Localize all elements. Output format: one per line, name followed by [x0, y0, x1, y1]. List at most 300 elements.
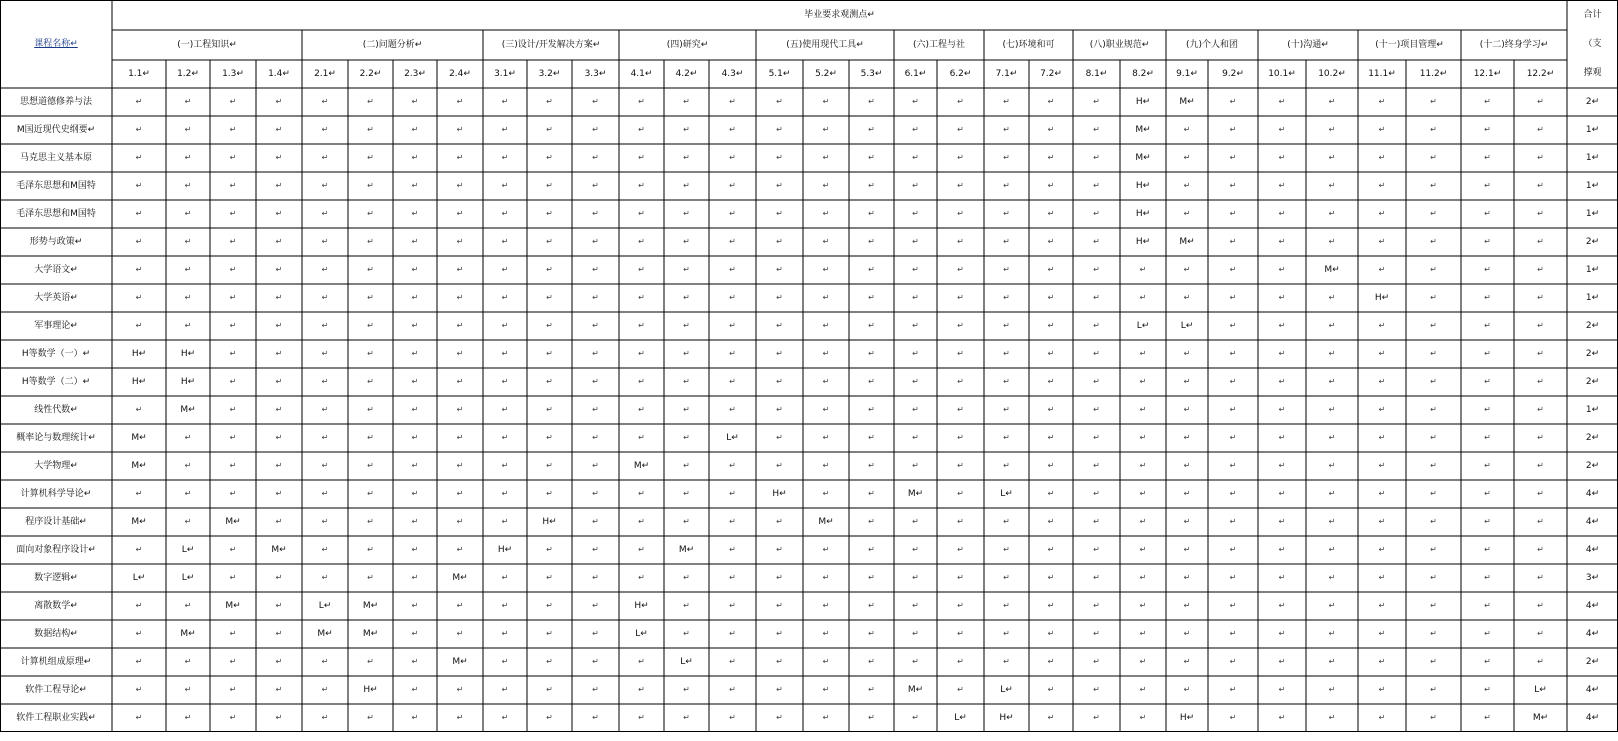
empty-cell-mark: ↵ [776, 237, 783, 246]
row-total: 1↵ [1585, 181, 1600, 191]
empty-cell-mark: ↵ [1484, 209, 1491, 218]
empty-cell-mark: ↵ [321, 265, 329, 274]
empty-cell-mark: ↵ [1378, 153, 1386, 162]
empty-cell-mark: ↵ [912, 153, 919, 162]
empty-cell-mark: ↵ [1430, 209, 1437, 218]
empty-cell-mark: ↵ [822, 657, 830, 666]
empty-cell-mark: ↵ [592, 713, 599, 722]
empty-cell-mark: ↵ [135, 545, 143, 554]
empty-cell-mark: ↵ [776, 209, 783, 218]
empty-cell-mark: ↵ [776, 517, 783, 526]
empty-cell-mark: ↵ [229, 237, 237, 246]
empty-cell-mark: ↵ [1430, 405, 1437, 414]
empty-cell-mark: ↵ [1229, 293, 1237, 302]
empty-cell-mark: ↵ [1537, 209, 1544, 218]
empty-cell-mark: ↵ [1278, 125, 1286, 134]
empty-cell-mark: ↵ [1484, 321, 1491, 330]
empty-cell-mark: ↵ [184, 601, 192, 610]
empty-cell-mark: ↵ [1003, 181, 1010, 190]
empty-cell-mark: ↵ [1278, 153, 1286, 162]
empty-cell-mark: ↵ [683, 209, 690, 218]
corner-header: 课程名称↵ [34, 39, 78, 49]
empty-cell-mark: ↵ [1430, 461, 1437, 470]
empty-cell-mark: ↵ [638, 713, 645, 722]
empty-cell-mark: ↵ [229, 685, 237, 694]
empty-cell-mark: ↵ [912, 321, 919, 330]
support-level-mark: H↵ [131, 349, 147, 359]
empty-cell-mark: ↵ [229, 573, 237, 582]
empty-cell-mark: ↵ [229, 153, 237, 162]
empty-cell-mark: ↵ [275, 181, 283, 190]
empty-cell-mark: ↵ [1484, 97, 1491, 106]
empty-cell-mark: ↵ [229, 377, 237, 386]
group-header: (三)设计/开发解决方案↵ [501, 40, 601, 50]
support-level-mark: M↵ [362, 601, 379, 611]
empty-cell-mark: ↵ [912, 657, 919, 666]
empty-cell-mark: ↵ [367, 265, 374, 274]
support-level-mark: L↵ [181, 573, 195, 583]
empty-cell-mark: ↵ [1183, 405, 1191, 414]
support-level-mark: M↵ [452, 573, 468, 583]
empty-cell-mark: ↵ [501, 377, 509, 386]
empty-cell-mark: ↵ [1537, 601, 1544, 610]
support-level-mark: H↵ [497, 545, 513, 555]
empty-cell-mark: ↵ [912, 629, 919, 638]
empty-cell-mark: ↵ [321, 153, 329, 162]
empty-cell-mark: ↵ [367, 405, 374, 414]
empty-cell-mark: ↵ [1484, 489, 1491, 498]
support-level-mark: M↵ [1179, 237, 1195, 247]
empty-cell-mark: ↵ [501, 209, 509, 218]
empty-cell-mark: ↵ [1484, 601, 1491, 610]
empty-cell-mark: ↵ [184, 209, 192, 218]
empty-cell-mark: ↵ [1278, 377, 1286, 386]
empty-cell-mark: ↵ [321, 293, 329, 302]
empty-cell-mark: ↵ [229, 629, 237, 638]
empty-cell-mark: ↵ [1229, 265, 1237, 274]
empty-cell-mark: ↵ [638, 237, 645, 246]
empty-cell-mark: ↵ [367, 97, 374, 106]
empty-cell-mark: ↵ [912, 461, 919, 470]
empty-cell-mark: ↵ [1430, 125, 1437, 134]
empty-cell-mark: ↵ [1003, 517, 1010, 526]
empty-cell-mark: ↵ [546, 293, 553, 302]
empty-cell-mark: ↵ [638, 349, 645, 358]
empty-cell-mark: ↵ [638, 545, 645, 554]
empty-cell-mark: ↵ [1139, 685, 1147, 694]
empty-cell-mark: ↵ [1003, 601, 1010, 610]
empty-cell-mark: ↵ [957, 461, 964, 470]
empty-cell-mark: ↵ [638, 97, 645, 106]
empty-cell-mark: ↵ [1093, 433, 1100, 442]
empty-cell-mark: ↵ [321, 657, 329, 666]
empty-cell-mark: ↵ [822, 153, 830, 162]
group-header: (八)职业规范↵ [1089, 40, 1150, 50]
course-name: M国近现代史纲要↵ [16, 125, 96, 135]
empty-cell-mark: ↵ [1093, 321, 1100, 330]
empty-cell-mark: ↵ [1430, 601, 1437, 610]
empty-cell-mark: ↵ [1003, 125, 1010, 134]
empty-cell-mark: ↵ [184, 713, 192, 722]
sub-header: 8.1↵ [1085, 69, 1108, 79]
empty-cell-mark: ↵ [546, 573, 553, 582]
empty-cell-mark: ↵ [1278, 601, 1286, 610]
empty-cell-mark: ↵ [411, 461, 419, 470]
support-level-mark: M↵ [131, 433, 147, 443]
course-name: 思想道德修养与法 [19, 97, 92, 107]
empty-cell-mark: ↵ [1378, 573, 1386, 582]
empty-cell-mark: ↵ [683, 405, 690, 414]
empty-cell-mark: ↵ [1047, 433, 1055, 442]
empty-cell-mark: ↵ [229, 181, 237, 190]
empty-cell-mark: ↵ [683, 349, 690, 358]
empty-cell-mark: ↵ [275, 489, 283, 498]
empty-cell-mark: ↵ [456, 237, 464, 246]
support-level-mark: L↵ [1000, 489, 1013, 499]
empty-cell-mark: ↵ [546, 629, 553, 638]
empty-cell-mark: ↵ [912, 265, 919, 274]
empty-cell-mark: ↵ [638, 125, 645, 134]
empty-cell-mark: ↵ [822, 293, 830, 302]
empty-cell-mark: ↵ [592, 433, 599, 442]
empty-cell-mark: ↵ [638, 573, 645, 582]
empty-cell-mark: ↵ [822, 181, 830, 190]
empty-cell-mark: ↵ [1430, 377, 1437, 386]
empty-cell-mark: ↵ [1378, 461, 1386, 470]
empty-cell-mark: ↵ [638, 517, 645, 526]
empty-cell-mark: ↵ [275, 405, 283, 414]
empty-cell-mark: ↵ [822, 685, 830, 694]
empty-cell-mark: ↵ [1003, 97, 1010, 106]
empty-cell-mark: ↵ [1328, 349, 1336, 358]
empty-cell-mark: ↵ [1093, 685, 1100, 694]
empty-cell-mark: ↵ [501, 601, 509, 610]
empty-cell-mark: ↵ [868, 237, 875, 246]
empty-cell-mark: ↵ [1378, 97, 1386, 106]
support-level-mark: H↵ [1135, 209, 1151, 219]
group-header: (五)使用现代工具↵ [786, 40, 864, 50]
empty-cell-mark: ↵ [411, 685, 419, 694]
group-header: (七)环境和可 [1002, 40, 1055, 50]
empty-cell-mark: ↵ [1183, 573, 1191, 582]
empty-cell-mark: ↵ [1047, 321, 1055, 330]
empty-cell-mark: ↵ [275, 321, 283, 330]
empty-cell-mark: ↵ [229, 433, 237, 442]
empty-cell-mark: ↵ [1047, 657, 1055, 666]
empty-cell-mark: ↵ [135, 685, 143, 694]
sub-header: 12.2↵ [1526, 69, 1555, 79]
group-header: (十)沟通↵ [1287, 40, 1329, 50]
empty-cell-mark: ↵ [1139, 629, 1147, 638]
empty-cell-mark: ↵ [546, 181, 553, 190]
empty-cell-mark: ↵ [1278, 461, 1286, 470]
sub-header: 7.2↵ [1040, 69, 1062, 79]
empty-cell-mark: ↵ [1093, 377, 1100, 386]
empty-cell-mark: ↵ [592, 657, 599, 666]
empty-cell-mark: ↵ [868, 153, 875, 162]
empty-cell-mark: ↵ [1278, 517, 1286, 526]
empty-cell-mark: ↵ [868, 321, 875, 330]
support-level-mark: M↵ [271, 545, 287, 555]
empty-cell-mark: ↵ [1378, 237, 1386, 246]
empty-cell-mark: ↵ [501, 97, 509, 106]
empty-cell-mark: ↵ [592, 293, 599, 302]
empty-cell-mark: ↵ [868, 125, 875, 134]
empty-cell-mark: ↵ [868, 461, 875, 470]
group-header: (四)研究↵ [666, 40, 709, 50]
support-level-mark: H↵ [772, 489, 787, 499]
empty-cell-mark: ↵ [868, 181, 875, 190]
course-name: 数据结构↵ [34, 629, 78, 639]
empty-cell-mark: ↵ [1139, 461, 1147, 470]
empty-cell-mark: ↵ [868, 377, 875, 386]
empty-cell-mark: ↵ [546, 461, 553, 470]
empty-cell-mark: ↵ [1003, 433, 1010, 442]
support-level-mark: H↵ [1179, 713, 1195, 723]
empty-cell-mark: ↵ [1378, 601, 1386, 610]
empty-cell-mark: ↵ [1484, 517, 1491, 526]
empty-cell-mark: ↵ [592, 265, 599, 274]
empty-cell-mark: ↵ [729, 489, 736, 498]
empty-cell-mark: ↵ [868, 629, 875, 638]
empty-cell-mark: ↵ [592, 601, 599, 610]
empty-cell-mark: ↵ [546, 97, 553, 106]
support-level-mark: M↵ [452, 657, 468, 667]
empty-cell-mark: ↵ [411, 629, 419, 638]
empty-cell-mark: ↵ [1003, 321, 1010, 330]
empty-cell-mark: ↵ [184, 237, 192, 246]
empty-cell-mark: ↵ [868, 657, 875, 666]
empty-cell-mark: ↵ [1229, 601, 1237, 610]
course-name: 面向对象程序设计↵ [16, 545, 96, 555]
empty-cell-mark: ↵ [184, 461, 192, 470]
empty-cell-mark: ↵ [411, 321, 419, 330]
empty-cell-mark: ↵ [1378, 349, 1386, 358]
empty-cell-mark: ↵ [1003, 237, 1010, 246]
row-total: 2↵ [1585, 321, 1600, 331]
empty-cell-mark: ↵ [321, 125, 329, 134]
support-level-mark: H↵ [363, 685, 378, 695]
empty-cell-mark: ↵ [638, 293, 645, 302]
empty-cell-mark: ↵ [1328, 601, 1336, 610]
empty-cell-mark: ↵ [1047, 153, 1055, 162]
empty-cell-mark: ↵ [546, 713, 553, 722]
empty-cell-mark: ↵ [1093, 265, 1100, 274]
empty-cell-mark: ↵ [1328, 489, 1336, 498]
empty-cell-mark: ↵ [501, 461, 509, 470]
row-total: 1↵ [1585, 209, 1600, 219]
empty-cell-mark: ↵ [1047, 685, 1055, 694]
empty-cell-mark: ↵ [592, 685, 599, 694]
row-total: 4↵ [1585, 629, 1600, 639]
empty-cell-mark: ↵ [776, 293, 783, 302]
empty-cell-mark: ↵ [275, 153, 283, 162]
empty-cell-mark: ↵ [367, 433, 374, 442]
empty-cell-mark: ↵ [229, 545, 237, 554]
empty-cell-mark: ↵ [1537, 433, 1544, 442]
total-header-line1: 合计 [1583, 9, 1602, 20]
empty-cell-mark: ↵ [1003, 545, 1010, 554]
empty-cell-mark: ↵ [683, 461, 690, 470]
empty-cell-mark: ↵ [1484, 629, 1491, 638]
empty-cell-mark: ↵ [1378, 321, 1386, 330]
empty-cell-mark: ↵ [1328, 545, 1336, 554]
empty-cell-mark: ↵ [1484, 153, 1491, 162]
empty-cell-mark: ↵ [1183, 209, 1191, 218]
empty-cell-mark: ↵ [367, 209, 374, 218]
empty-cell-mark: ↵ [1139, 573, 1147, 582]
empty-cell-mark: ↵ [1430, 489, 1437, 498]
course-name: 毛泽东思想和M国特 [16, 209, 96, 219]
empty-cell-mark: ↵ [135, 125, 143, 134]
empty-cell-mark: ↵ [1278, 265, 1286, 274]
empty-cell-mark: ↵ [1537, 517, 1544, 526]
empty-cell-mark: ↵ [1229, 545, 1237, 554]
empty-cell-mark: ↵ [776, 125, 783, 134]
empty-cell-mark: ↵ [1047, 545, 1055, 554]
support-level-mark: H↵ [180, 377, 196, 387]
empty-cell-mark: ↵ [957, 125, 964, 134]
sub-header: 3.2↵ [538, 69, 561, 79]
empty-cell-mark: ↵ [683, 181, 690, 190]
empty-cell-mark: ↵ [1229, 97, 1237, 106]
empty-cell-mark: ↵ [1183, 125, 1191, 134]
row-total: 2↵ [1585, 377, 1600, 387]
empty-cell-mark: ↵ [456, 97, 464, 106]
empty-cell-mark: ↵ [1278, 489, 1286, 498]
sub-header: 1.3↵ [222, 69, 244, 79]
sub-header: 1.2↵ [177, 69, 199, 79]
empty-cell-mark: ↵ [957, 321, 964, 330]
group-header: (一)工程知识↵ [177, 40, 237, 50]
row-total: 4↵ [1585, 601, 1600, 611]
empty-cell-mark: ↵ [1139, 713, 1147, 722]
support-level-mark: H↵ [1374, 293, 1390, 303]
empty-cell-mark: ↵ [411, 489, 419, 498]
empty-cell-mark: ↵ [912, 601, 919, 610]
empty-cell-mark: ↵ [367, 153, 374, 162]
sub-header: 9.1↵ [1176, 69, 1198, 79]
empty-cell-mark: ↵ [275, 573, 283, 582]
empty-cell-mark: ↵ [411, 657, 419, 666]
group-header: (六)工程与社 [912, 40, 966, 50]
empty-cell-mark: ↵ [1430, 657, 1437, 666]
empty-cell-mark: ↵ [1328, 293, 1336, 302]
empty-cell-mark: ↵ [638, 657, 645, 666]
empty-cell-mark: ↵ [456, 433, 464, 442]
empty-cell-mark: ↵ [1430, 153, 1437, 162]
empty-cell-mark: ↵ [1229, 349, 1237, 358]
empty-cell-mark: ↵ [501, 713, 509, 722]
empty-cell-mark: ↵ [683, 237, 690, 246]
empty-cell-mark: ↵ [729, 153, 736, 162]
empty-cell-mark: ↵ [1328, 713, 1336, 722]
empty-cell-mark: ↵ [501, 517, 509, 526]
empty-cell-mark: ↵ [912, 517, 919, 526]
empty-cell-mark: ↵ [1537, 629, 1544, 638]
support-level-mark: L↵ [318, 601, 332, 611]
empty-cell-mark: ↵ [229, 657, 237, 666]
empty-cell-mark: ↵ [1537, 461, 1544, 470]
empty-cell-mark: ↵ [683, 321, 690, 330]
empty-cell-mark: ↵ [1537, 573, 1544, 582]
empty-cell-mark: ↵ [229, 293, 237, 302]
empty-cell-mark: ↵ [321, 209, 329, 218]
empty-cell-mark: ↵ [1484, 265, 1491, 274]
empty-cell-mark: ↵ [912, 209, 919, 218]
empty-cell-mark: ↵ [456, 153, 464, 162]
main-title: 毕业要求观测点↵ [804, 10, 875, 20]
empty-cell-mark: ↵ [367, 489, 374, 498]
empty-cell-mark: ↵ [1430, 517, 1437, 526]
empty-cell-mark: ↵ [135, 209, 143, 218]
empty-cell-mark: ↵ [1484, 433, 1491, 442]
empty-cell-mark: ↵ [822, 349, 830, 358]
empty-cell-mark: ↵ [456, 181, 464, 190]
empty-cell-mark: ↵ [822, 321, 830, 330]
empty-cell-mark: ↵ [546, 685, 553, 694]
empty-cell-mark: ↵ [1093, 293, 1100, 302]
empty-cell-mark: ↵ [1047, 349, 1055, 358]
empty-cell-mark: ↵ [683, 601, 690, 610]
support-level-mark: M↵ [1532, 713, 1549, 723]
empty-cell-mark: ↵ [1003, 657, 1010, 666]
empty-cell-mark: ↵ [501, 405, 509, 414]
empty-cell-mark: ↵ [1537, 349, 1544, 358]
empty-cell-mark: ↵ [1047, 573, 1055, 582]
empty-cell-mark: ↵ [321, 321, 329, 330]
empty-cell-mark: ↵ [1139, 545, 1147, 554]
empty-cell-mark: ↵ [592, 517, 599, 526]
empty-cell-mark: ↵ [1537, 97, 1544, 106]
empty-cell-mark: ↵ [456, 713, 464, 722]
empty-cell-mark: ↵ [1093, 545, 1100, 554]
empty-cell-mark: ↵ [822, 405, 830, 414]
empty-cell-mark: ↵ [1278, 293, 1286, 302]
sub-header: 2.4↵ [449, 69, 471, 79]
empty-cell-mark: ↵ [367, 293, 374, 302]
empty-cell-mark: ↵ [229, 265, 237, 274]
empty-cell-mark: ↵ [411, 517, 419, 526]
empty-cell-mark: ↵ [1328, 181, 1336, 190]
empty-cell-mark: ↵ [275, 377, 283, 386]
empty-cell-mark: ↵ [275, 629, 283, 638]
empty-cell-mark: ↵ [729, 125, 736, 134]
empty-cell-mark: ↵ [546, 125, 553, 134]
course-name: 毛泽东思想和M国特 [16, 181, 96, 191]
row-total: 1↵ [1585, 125, 1600, 135]
sub-header: 11.2↵ [1419, 69, 1448, 79]
empty-cell-mark: ↵ [1328, 209, 1336, 218]
empty-cell-mark: ↵ [1003, 629, 1010, 638]
empty-cell-mark: ↵ [822, 601, 830, 610]
empty-cell-mark: ↵ [957, 209, 964, 218]
empty-cell-mark: ↵ [1229, 209, 1237, 218]
sub-header: 4.1↵ [630, 69, 653, 79]
support-level-mark: M↵ [225, 601, 241, 611]
empty-cell-mark: ↵ [1003, 349, 1010, 358]
empty-cell-mark: ↵ [1047, 629, 1055, 638]
course-name: 软件工程导论↵ [25, 685, 87, 695]
empty-cell-mark: ↵ [367, 377, 374, 386]
empty-cell-mark: ↵ [822, 713, 830, 722]
support-level-mark: L↵ [635, 629, 648, 639]
empty-cell-mark: ↵ [1328, 237, 1336, 246]
empty-cell-mark: ↵ [321, 461, 329, 470]
empty-cell-mark: ↵ [1537, 405, 1544, 414]
empty-cell-mark: ↵ [1093, 125, 1100, 134]
empty-cell-mark: ↵ [1139, 489, 1147, 498]
